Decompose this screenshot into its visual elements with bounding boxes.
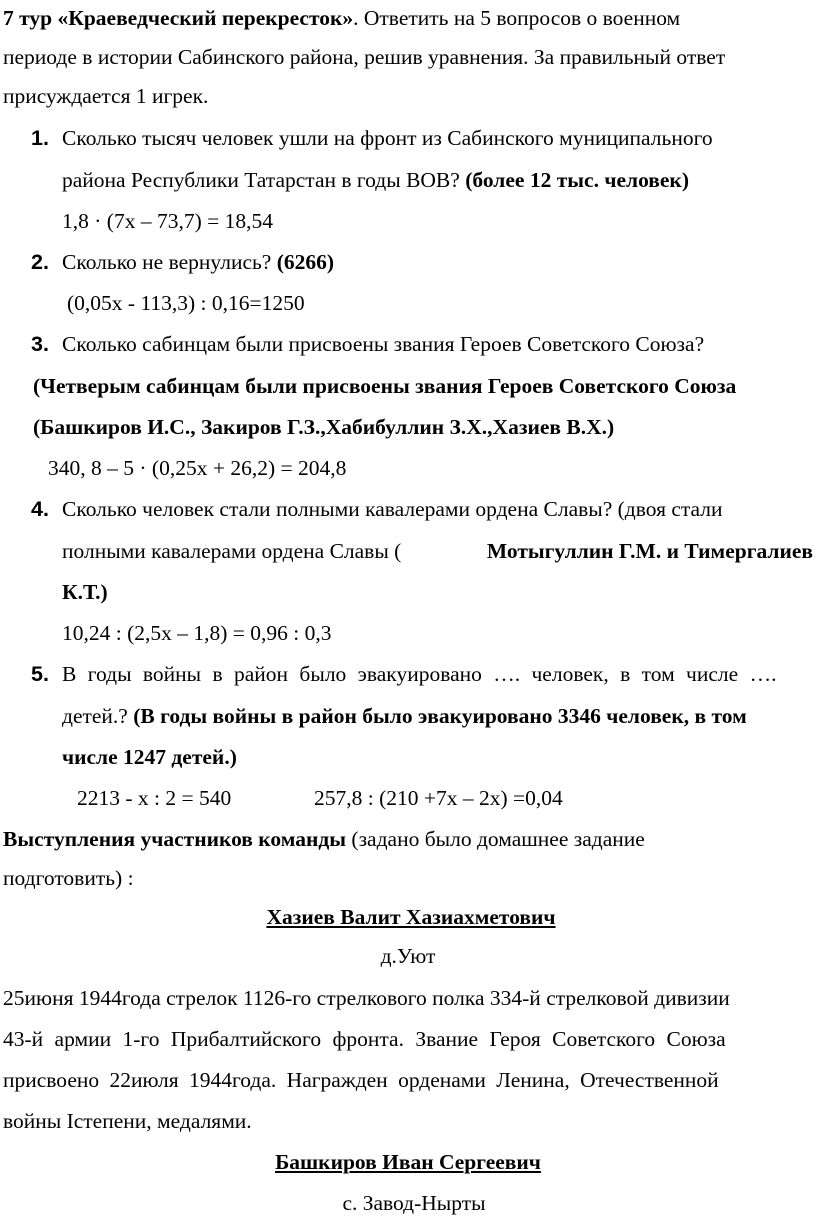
question-1-number: 1.: [31, 126, 49, 150]
question-5-text-2: детей.?: [62, 704, 128, 728]
question-1-answer: (более 12 тыс. человек): [465, 168, 689, 192]
speeches-text: (задано было домашнее задание: [346, 827, 645, 851]
hero-1-bio-2: 43-й армии 1-го Прибалтийского фронта. Звание Героя Советского Союза: [3, 1027, 726, 1051]
question-5-equation-b: 257,8 : (210 +7x – 2x) =0,04: [314, 786, 563, 810]
intro-text: . Ответить на 5 вопросов о военном: [353, 6, 681, 30]
hero-1-bio-1: 25июня 1944года стрелок 1126-го стрелкового полка 334-й стрелковой дивизии: [3, 986, 730, 1010]
question-4-number: 4.: [31, 497, 49, 521]
question-1-equation: 1,8 · (7x – 73,7) = 18,54: [62, 209, 273, 233]
question-3-number: 3.: [31, 332, 49, 356]
hero-1-bio-4: войны Iстепени, медалями.: [3, 1109, 252, 1133]
question-3-equation: 340, 8 – 5 · (0,25x + 26,2) = 204,8: [48, 456, 347, 480]
hero-1-place: д.Уют: [380, 944, 436, 968]
question-1-text-2: района Республики Татарстан в годы ВОВ?: [62, 168, 460, 192]
question-2-number: 2.: [31, 250, 49, 274]
question-1-text: Сколько тысяч человек ушли на фронт из Сабинского муниципального: [62, 126, 713, 150]
question-4-text-2: полными кавалерами ордена Славы (: [62, 539, 402, 563]
question-5-equation-a: 2213 - x : 2 = 540: [77, 786, 232, 810]
question-3-answer-1: (Четверым сабинцам были присвоены звания Героев Советского Союза: [33, 374, 737, 398]
question-5-text: В годы войны в район было эвакуировано …. человек, в том числе ….: [62, 662, 777, 686]
intro-line-2: периоде в истории Сабинского района, решив уравнения. За правильный ответ: [3, 45, 726, 69]
hero-2-name: Башкиров Иван Сергеевич: [275, 1150, 541, 1174]
speeches-heading-2: подготовить) :: [3, 866, 134, 890]
question-4-answer-2: К.Т.): [62, 580, 108, 604]
question-4-equation: 10,24 : (2,5x – 1,8) = 0,96 : 0,3: [62, 621, 332, 645]
question-4-answer-1: Мотыгуллин Г.М. и Тимергалиев: [486, 539, 813, 563]
question-2-text: Сколько не вернулись?: [62, 250, 272, 274]
question-1-text-cont: [62, 166, 689, 194]
question-3-answer-2: (Башкиров И.С., Закиров Г.З.,Хабибуллин З.Х.,Хазиев В.Х.): [33, 415, 615, 439]
question-2-answer: (6266): [276, 250, 335, 274]
question-5-answer-2: числе 1247 детей.): [62, 745, 237, 769]
hero-1-name: Хазиев Валит Хазиахметович: [266, 905, 556, 929]
hero-1-bio-3: присвоено 22июля 1944года. Награжден орденами Ленина, Отечественной: [3, 1068, 719, 1092]
speeches-heading: [3, 825, 645, 853]
question-2-equation: (0,05x - 113,3) : 0,16=1250: [67, 291, 305, 315]
question-5-number: 5.: [31, 662, 49, 686]
intro-line-3: присуждается 1 игрек.: [3, 84, 209, 108]
hero-2-place: с. Завод-Нырты: [342, 1191, 486, 1215]
speeches-title: Выступления участников команды: [3, 827, 347, 851]
intro-line-1: [3, 4, 680, 32]
question-5-answer-1: (В годы войны в район было эвакуировано 3346 человек, в том: [133, 704, 747, 728]
tour-title: 7 тур «Краеведческий перекресток»: [3, 6, 354, 30]
question-4-text-cont: [62, 537, 813, 565]
question-3-text: Сколько сабинцам были присвоены звания Героев Советского Союза?: [62, 332, 705, 356]
question-5-text-cont: [62, 702, 747, 730]
question-2-text-row: [62, 248, 334, 276]
question-4-text: Сколько человек стали полными кавалерами ордена Славы? (двоя стали: [62, 497, 723, 521]
